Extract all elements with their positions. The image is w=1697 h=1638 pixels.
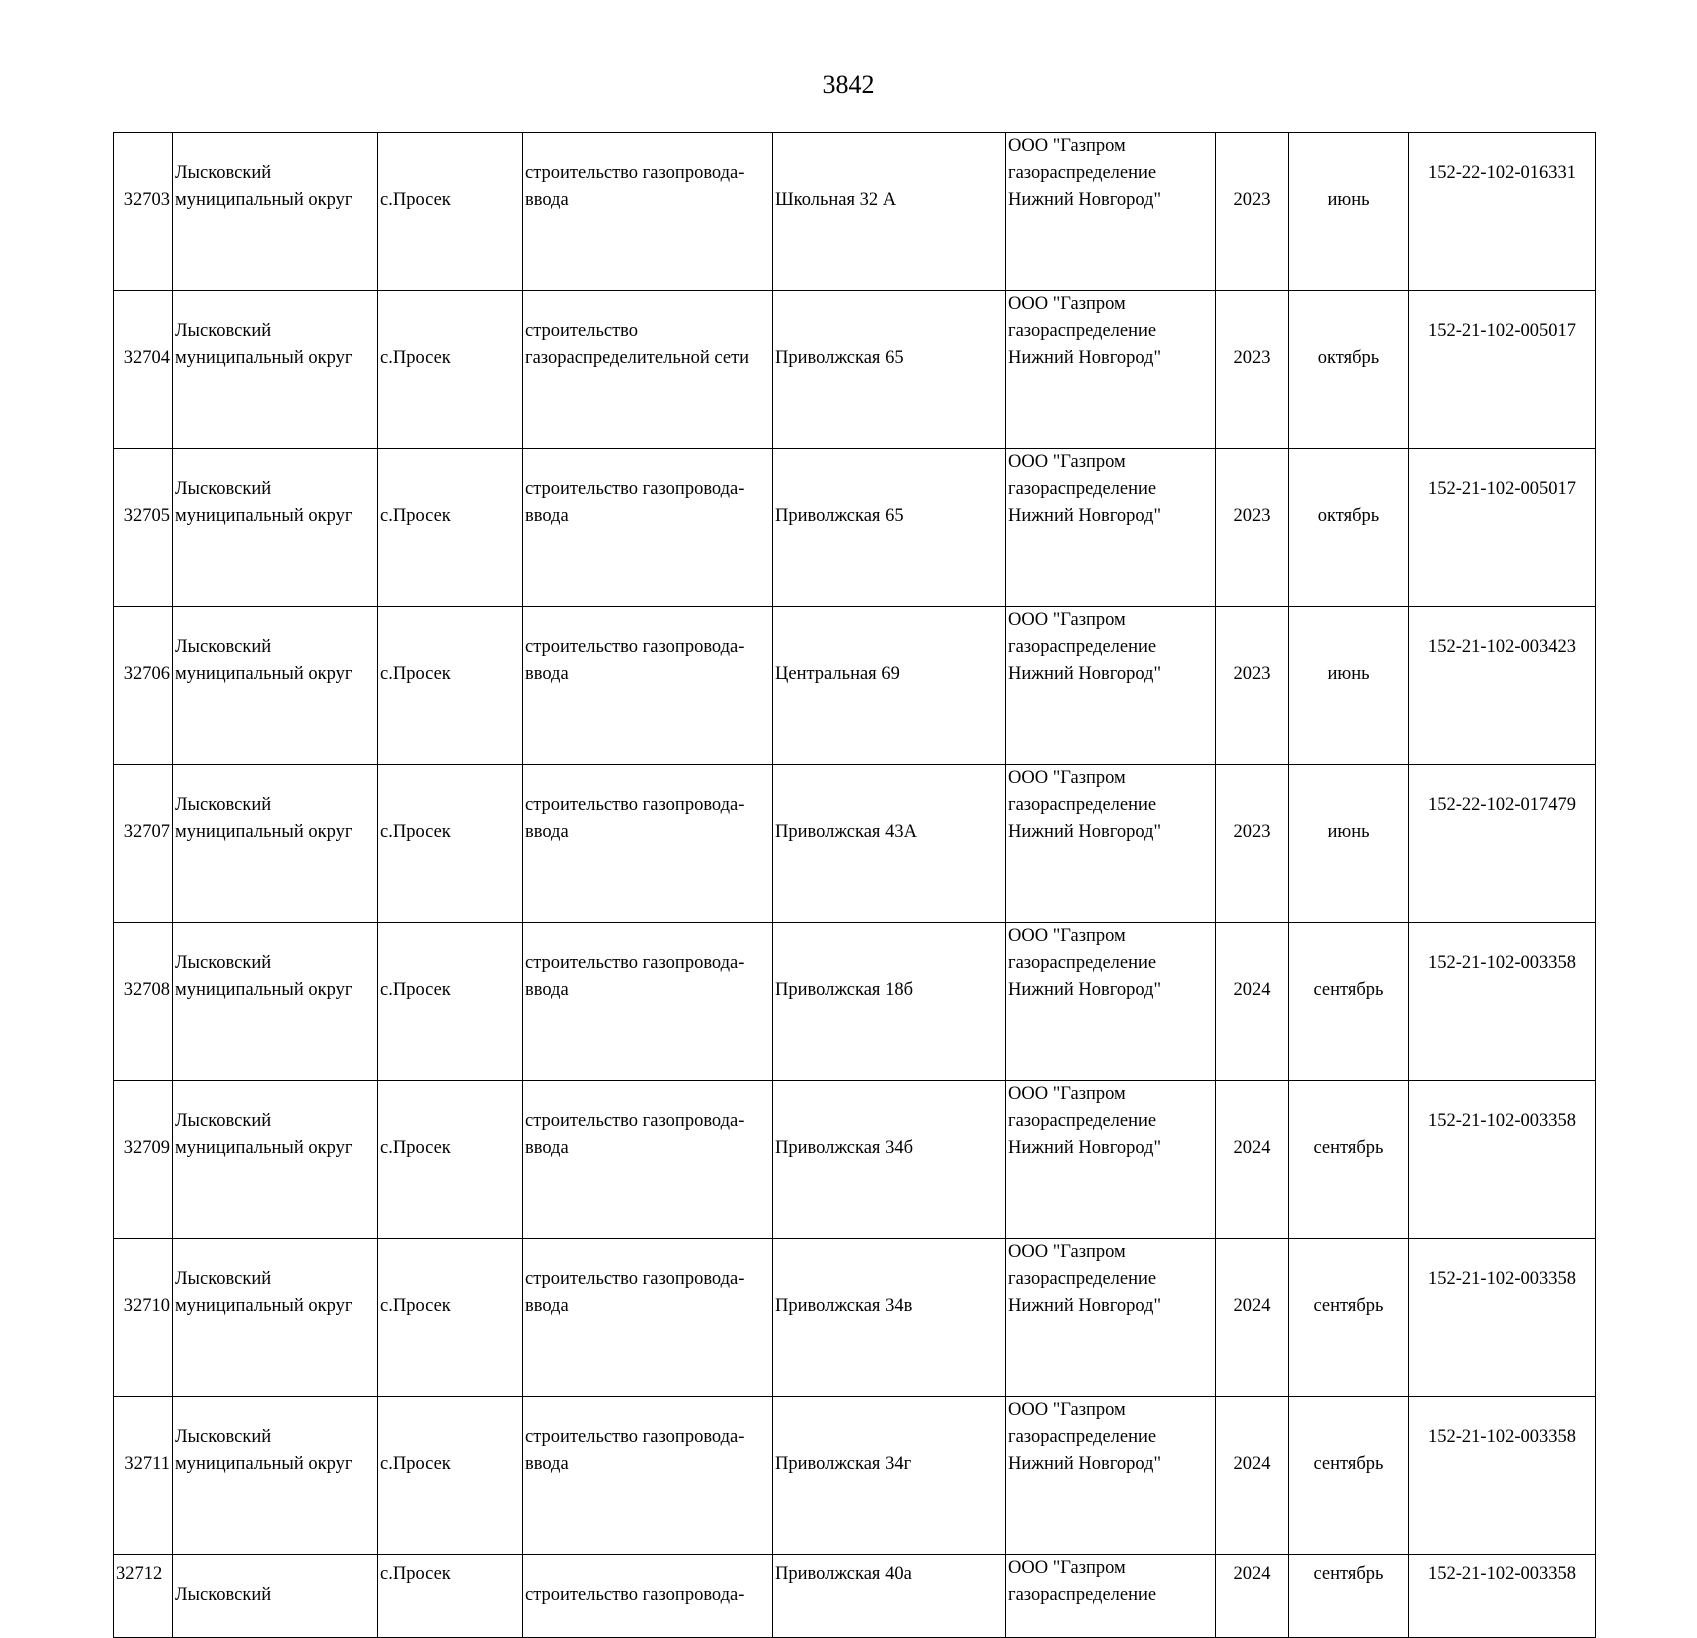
address-cell: Приволжская 34в (773, 1239, 1006, 1397)
month-cell: июнь (1289, 765, 1409, 923)
work-type-cell (523, 449, 773, 607)
organization-line: ООО "Газпром (1008, 1400, 1126, 1420)
document-number-cell: 152-22-102-017479 (1409, 765, 1596, 923)
district-line: муниципальный округ (175, 348, 353, 368)
district-line: Лысковский (175, 479, 272, 499)
organization-line: ООО "Газпром (1008, 1084, 1126, 1104)
organization-cell (1006, 133, 1216, 291)
settlement-cell: с.Просек (378, 449, 523, 607)
organization-line: ООО "Газпром (1008, 136, 1126, 156)
record-number-cell: 32708 (114, 923, 173, 1081)
district-line: Лысковский (175, 637, 272, 657)
organization-cell (1006, 1239, 1216, 1397)
year-cell: 2024 (1216, 923, 1289, 1081)
settlement-cell: с.Просек (378, 1081, 523, 1239)
organization-line: ООО "Газпром (1008, 1558, 1126, 1578)
organization-line: газораспределение (1008, 163, 1157, 183)
document-number-cell: 152-21-102-003358 (1409, 1081, 1596, 1239)
year-cell: 2023 (1216, 607, 1289, 765)
gas-connection-registry-table (113, 132, 1596, 1638)
organization-cell (1006, 607, 1216, 765)
work-type-line: ввода (525, 1454, 569, 1474)
table-row (114, 449, 1596, 607)
document-number-cell: 152-21-102-003358 (1409, 1397, 1596, 1555)
district-cell (173, 133, 378, 291)
table-row (114, 607, 1596, 765)
work-type-line: строительство газопровода- (525, 1427, 745, 1447)
document-number-cell: 152-22-102-016331 (1409, 133, 1596, 291)
district-line: муниципальный округ (175, 980, 353, 1000)
organization-line: газораспределение (1008, 953, 1157, 973)
table-row (114, 1555, 1596, 1638)
settlement-cell: с.Просек (378, 1555, 523, 1638)
district-line: муниципальный округ (175, 664, 353, 684)
work-type-line: строительство газопровода- (525, 953, 745, 973)
year-cell: 2024 (1216, 1555, 1289, 1638)
year-cell: 2023 (1216, 765, 1289, 923)
organization-line: Нижний Новгород" (1008, 822, 1162, 842)
organization-cell (1006, 765, 1216, 923)
district-line: муниципальный округ (175, 1138, 353, 1158)
organization-line: газораспределение (1008, 1427, 1157, 1447)
district-line: Лысковский (175, 163, 272, 183)
organization-line: ООО "Газпром (1008, 294, 1126, 314)
address-cell: Школьная 32 А (773, 133, 1006, 291)
organization-line: газораспределение (1008, 1269, 1157, 1289)
district-cell (173, 923, 378, 1081)
organization-line: Нижний Новгород" (1008, 1138, 1162, 1158)
address-cell: Приволжская 65 (773, 449, 1006, 607)
settlement-cell: с.Просек (378, 607, 523, 765)
district-cell (173, 765, 378, 923)
district-line: муниципальный округ (175, 506, 353, 526)
record-number-cell: 32706 (114, 607, 173, 765)
work-type-line: строительство газопровода- (525, 637, 745, 657)
month-cell: сентябрь (1289, 1397, 1409, 1555)
work-type-cell (523, 923, 773, 1081)
district-line: Лысковский (175, 321, 272, 341)
district-cell (173, 291, 378, 449)
record-number-cell: 32709 (114, 1081, 173, 1239)
organization-line: ООО "Газпром (1008, 610, 1126, 630)
table-row (114, 1081, 1596, 1239)
organization-line: Нижний Новгород" (1008, 506, 1162, 526)
record-number-cell: 32703 (114, 133, 173, 291)
address-cell: Центральная 69 (773, 607, 1006, 765)
work-type-line: строительство газопровода- (525, 1269, 745, 1289)
document-number-cell: 152-21-102-005017 (1409, 449, 1596, 607)
month-cell: июнь (1289, 607, 1409, 765)
organization-line: газораспределение (1008, 637, 1157, 657)
district-cell (173, 449, 378, 607)
month-cell: сентябрь (1289, 1555, 1409, 1638)
table-row (114, 1397, 1596, 1555)
work-type-cell (523, 133, 773, 291)
year-cell: 2024 (1216, 1397, 1289, 1555)
organization-line: газораспределение (1008, 479, 1157, 499)
month-cell: сентябрь (1289, 1081, 1409, 1239)
work-type-cell (523, 1239, 773, 1397)
work-type-cell (523, 765, 773, 923)
address-cell: Приволжская 65 (773, 291, 1006, 449)
district-line: Лысковский (175, 1585, 272, 1605)
organization-line: Нижний Новгород" (1008, 980, 1162, 1000)
record-number-cell: 32705 (114, 449, 173, 607)
organization-cell (1006, 923, 1216, 1081)
organization-line: Нижний Новгород" (1008, 190, 1162, 210)
settlement-cell: с.Просек (378, 765, 523, 923)
work-type-line: ввода (525, 980, 569, 1000)
table-row (114, 923, 1596, 1081)
work-type-line: ввода (525, 190, 569, 210)
district-cell (173, 1239, 378, 1397)
district-line: Лысковский (175, 1427, 272, 1447)
year-cell: 2023 (1216, 133, 1289, 291)
district-line: Лысковский (175, 1111, 272, 1131)
organization-line: Нижний Новгород" (1008, 664, 1162, 684)
organization-line: газораспределение (1008, 321, 1157, 341)
organization-line: Нижний Новгород" (1008, 348, 1162, 368)
district-line: Лысковский (175, 953, 272, 973)
year-cell: 2023 (1216, 291, 1289, 449)
work-type-line: строительство газопровода- (525, 1111, 745, 1131)
work-type-line: ввода (525, 664, 569, 684)
work-type-cell (523, 1555, 773, 1638)
address-cell: Приволжская 18б (773, 923, 1006, 1081)
month-cell: сентябрь (1289, 923, 1409, 1081)
document-number-cell: 152-21-102-005017 (1409, 291, 1596, 449)
work-type-line: ввода (525, 822, 569, 842)
work-type-cell (523, 607, 773, 765)
district-line: Лысковский (175, 1269, 272, 1289)
work-type-line: газораспределительной сети (525, 348, 750, 368)
month-cell: июнь (1289, 133, 1409, 291)
table-row (114, 133, 1596, 291)
district-line: муниципальный округ (175, 1454, 353, 1474)
settlement-cell: с.Просек (378, 923, 523, 1081)
settlement-cell: с.Просек (378, 1239, 523, 1397)
table-body (114, 133, 1596, 1638)
record-number-cell: 32712 (114, 1555, 173, 1638)
district-cell (173, 1081, 378, 1239)
page-number: 3842 (822, 70, 875, 99)
document-number-cell: 152-21-102-003423 (1409, 607, 1596, 765)
work-type-line: строительство газопровода- (525, 795, 745, 815)
organization-line: ООО "Газпром (1008, 768, 1126, 788)
year-cell: 2024 (1216, 1239, 1289, 1397)
organization-line: газораспределение (1008, 1111, 1157, 1131)
district-cell (173, 1555, 378, 1638)
district-line: муниципальный округ (175, 1296, 353, 1316)
organization-line: газораспределение (1008, 795, 1157, 815)
work-type-cell (523, 291, 773, 449)
address-cell: Приволжская 43А (773, 765, 1006, 923)
address-cell: Приволжская 40а (773, 1555, 1006, 1638)
district-line: муниципальный округ (175, 822, 353, 842)
organization-line: ООО "Газпром (1008, 1242, 1126, 1262)
table-row (114, 291, 1596, 449)
organization-line: Нижний Новгород" (1008, 1454, 1162, 1474)
document-number-cell: 152-21-102-003358 (1409, 1555, 1596, 1638)
district-cell (173, 607, 378, 765)
settlement-cell: с.Просек (378, 291, 523, 449)
work-type-line: строительство газопровода- (525, 163, 745, 183)
district-cell (173, 1397, 378, 1555)
district-line: муниципальный округ (175, 190, 353, 210)
month-cell: октябрь (1289, 291, 1409, 449)
record-number-cell: 32710 (114, 1239, 173, 1397)
address-cell: Приволжская 34г (773, 1397, 1006, 1555)
month-cell: октябрь (1289, 449, 1409, 607)
work-type-line: строительство газопровода- (525, 1585, 745, 1605)
organization-cell (1006, 1081, 1216, 1239)
document-number-cell: 152-21-102-003358 (1409, 1239, 1596, 1397)
work-type-cell (523, 1081, 773, 1239)
record-number-cell: 32707 (114, 765, 173, 923)
record-number-cell: 32704 (114, 291, 173, 449)
organization-line: ООО "Газпром (1008, 452, 1126, 472)
work-type-cell (523, 1397, 773, 1555)
district-line: Лысковский (175, 795, 272, 815)
organization-cell (1006, 291, 1216, 449)
work-type-line: ввода (525, 506, 569, 526)
address-cell: Приволжская 34б (773, 1081, 1006, 1239)
month-cell: сентябрь (1289, 1239, 1409, 1397)
table-row (114, 1239, 1596, 1397)
work-type-line: ввода (525, 1296, 569, 1316)
organization-line: Нижний Новгород" (1008, 1296, 1162, 1316)
organization-line: газораспределение (1008, 1585, 1157, 1605)
organization-cell (1006, 449, 1216, 607)
settlement-cell: с.Просек (378, 133, 523, 291)
year-cell: 2024 (1216, 1081, 1289, 1239)
work-type-line: строительство газопровода- (525, 479, 745, 499)
settlement-cell: с.Просек (378, 1397, 523, 1555)
work-type-line: ввода (525, 1138, 569, 1158)
record-number-cell: 32711 (114, 1397, 173, 1555)
organization-cell (1006, 1397, 1216, 1555)
table-row (114, 765, 1596, 923)
year-cell: 2023 (1216, 449, 1289, 607)
organization-line: ООО "Газпром (1008, 926, 1126, 946)
document-number-cell: 152-21-102-003358 (1409, 923, 1596, 1081)
work-type-line: строительство (525, 321, 639, 341)
organization-cell (1006, 1555, 1216, 1638)
